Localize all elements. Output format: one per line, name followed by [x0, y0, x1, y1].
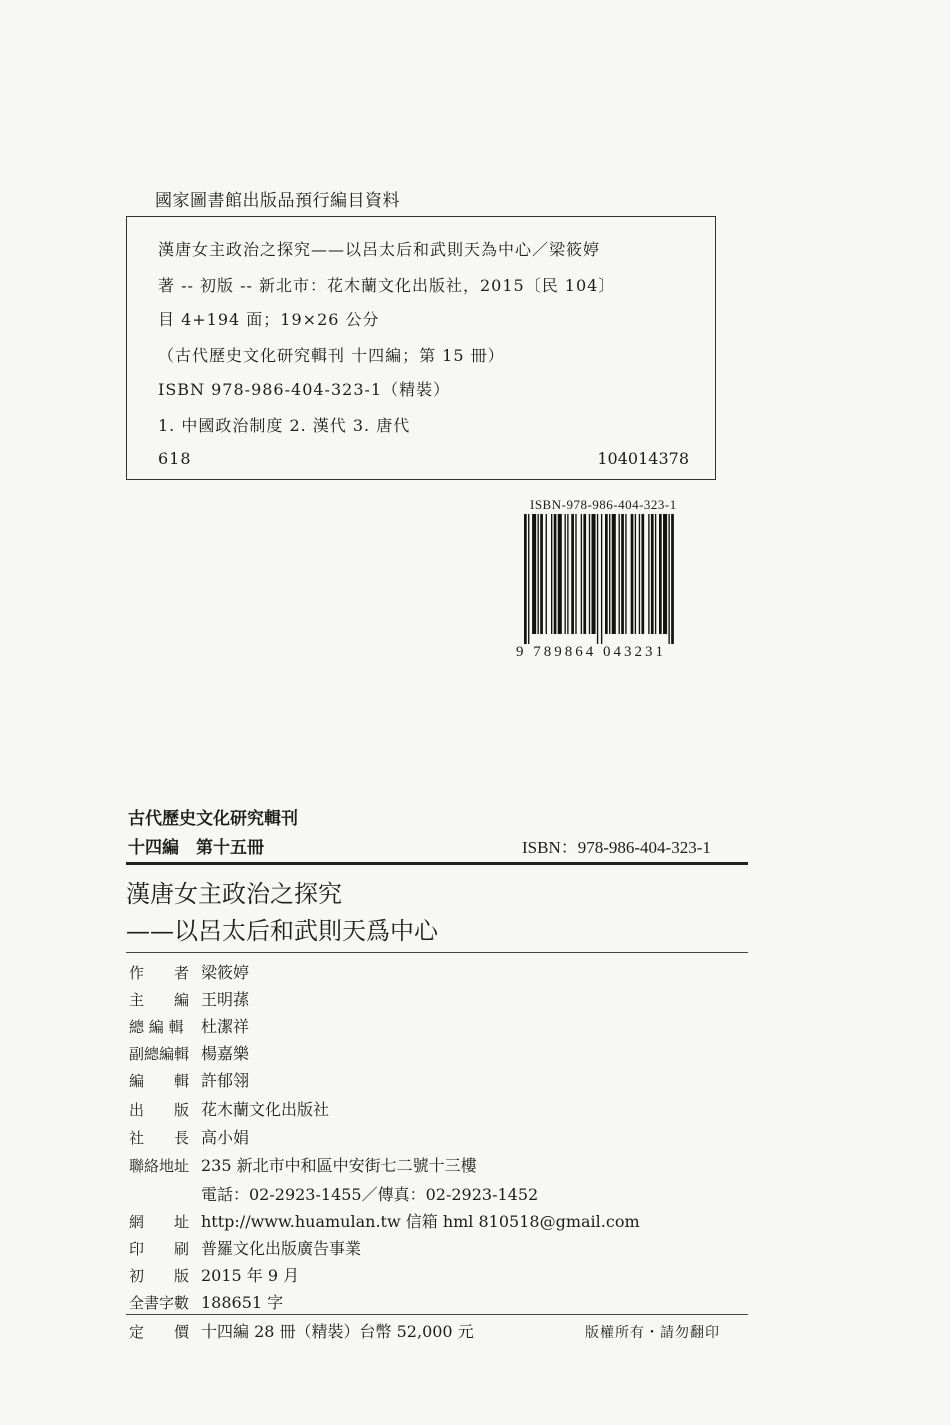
credit-value: 十四編 28 冊（精裝）台幣 52,000 元: [201, 1322, 474, 1341]
divider-bottom: [126, 1314, 748, 1315]
credit-label: 編 輯: [129, 1072, 190, 1090]
credit-row-phone: [129, 1182, 538, 1205]
credit-value: 高小娟: [201, 1128, 250, 1147]
credit-label: 作 者: [129, 964, 190, 982]
credit-row-printer: [129, 1236, 361, 1259]
credit-value: 電話：02-2923-1455／傳真：02-2923-1452: [201, 1185, 539, 1204]
credit-label: 初 版: [129, 1267, 190, 1285]
credit-label: 社 長: [129, 1129, 190, 1147]
cip-line-subjects: 1. 中國政治制度 2. 漢代 3. 唐代: [158, 416, 411, 435]
isbn-line: ISBN：978-986-404-323-1: [522, 838, 711, 857]
credit-label: 主 編: [129, 991, 190, 1009]
credit-row-editor: [129, 1068, 249, 1091]
credit-label: 定 價: [129, 1323, 190, 1341]
barcode-digits: 9 789864 043231: [516, 644, 666, 660]
credit-row-address: [129, 1153, 477, 1176]
credit-value: 楊嘉樂: [201, 1044, 250, 1063]
barcode-image: [520, 514, 712, 646]
credit-label: 全書字數: [129, 1294, 190, 1312]
credit-label: 網 址: [129, 1213, 190, 1231]
cip-line-isbn: ISBN 978-986-404-323-1（精裝）: [158, 380, 451, 399]
barcode-isbn-label: ISBN-978-986-404-323-1: [530, 497, 677, 512]
credit-value: 235 新北市中和區中安街七二號十三樓: [201, 1156, 477, 1175]
copyright-notice: 版權所有・請勿翻印: [585, 1325, 720, 1341]
credit-label: 總 編 輯: [129, 1018, 184, 1036]
credit-row-price: [129, 1319, 474, 1342]
credit-label: 聯絡地址: [129, 1157, 190, 1175]
series-volume: 十四編 第十五冊: [128, 838, 264, 858]
credit-value: http://www.huamulan.tw 信箱 hml 810518@gmail.com: [201, 1212, 640, 1231]
credit-value: 188651 字: [201, 1293, 284, 1312]
credit-value: 2015 年 9 月: [201, 1266, 300, 1285]
credit-row-president: [129, 1125, 249, 1148]
credit-row-word-count: [129, 1290, 283, 1313]
cip-heading: 國家圖書館出版品預行編目資料: [155, 191, 400, 211]
credit-row-general-editor: [129, 1014, 249, 1037]
credit-label: 印 刷: [129, 1240, 190, 1258]
credit-row-website: [129, 1209, 640, 1232]
credit-row-deputy-editor: [129, 1041, 249, 1064]
credit-row-chief-editor: [129, 987, 249, 1010]
credit-row-publisher: [129, 1097, 329, 1120]
cip-line-publication: 著 -- 初版 -- 新北市：花木蘭文化出版社，2015〔民 104〕: [158, 276, 616, 295]
credit-label: 出 版: [129, 1101, 190, 1119]
cip-record-box: [126, 216, 716, 480]
credit-value: 杜潔祥: [201, 1017, 250, 1036]
credit-value: 普羅文化出版廣告事業: [201, 1239, 362, 1258]
credit-value: 花木蘭文化出版社: [201, 1100, 330, 1119]
cip-line-title: 漢唐女主政治之探究——以呂太后和武則天為中心／梁筱婷: [158, 240, 601, 259]
cip-line-pages: 目 4+194 面；19×26 公分: [158, 310, 380, 329]
book-subtitle: ——以呂太后和武則天爲中心: [126, 917, 438, 945]
cip-line-classification: 618: [158, 449, 192, 468]
cip-line-series: （古代歷史文化研究輯刊 十四編；第 15 冊）: [158, 346, 505, 365]
credit-row-author: [129, 960, 249, 983]
cip-catalog-number: 104014378: [597, 449, 689, 468]
book-title: 漢唐女主政治之探究: [126, 880, 342, 908]
credit-label: 副總編輯: [129, 1045, 190, 1063]
series-title: 古代歷史文化研究輯刊: [128, 809, 298, 829]
credit-value: 許郁翎: [201, 1071, 250, 1090]
divider-thick: [126, 862, 748, 865]
credit-row-first-edition: [129, 1263, 299, 1286]
credit-value: 梁筱婷: [201, 963, 250, 982]
credit-value: 王明蓀: [201, 990, 250, 1009]
divider-thin: [126, 952, 748, 953]
